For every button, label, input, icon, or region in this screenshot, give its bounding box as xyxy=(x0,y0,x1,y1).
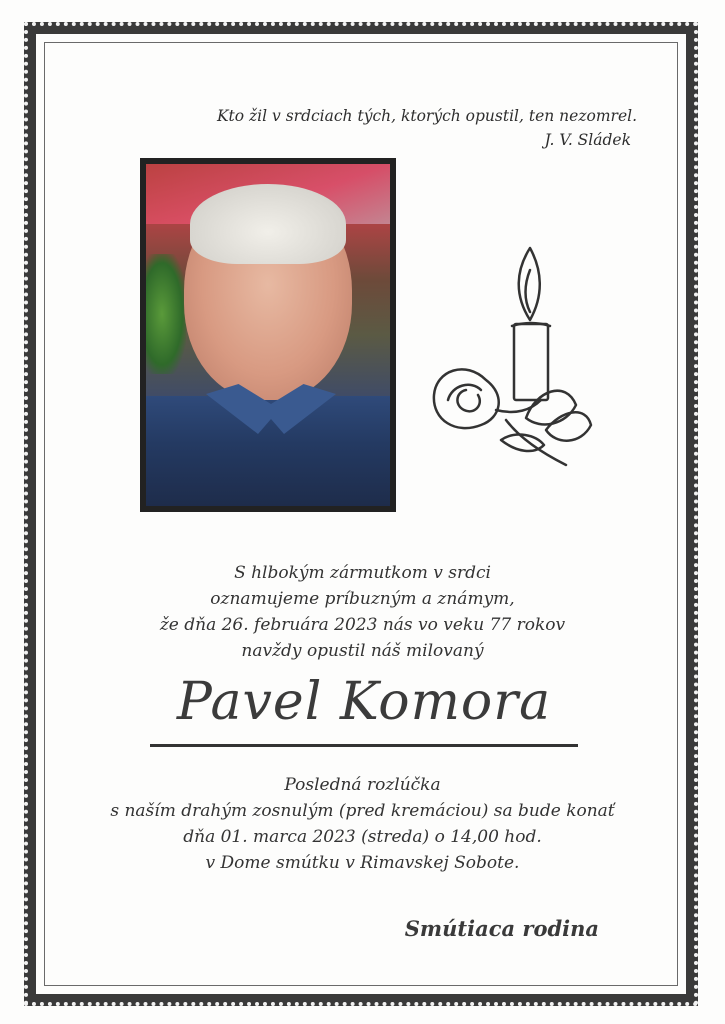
farewell-text xyxy=(0,772,725,876)
announcement-line: oznamujeme príbuzným a známym, xyxy=(210,589,515,609)
deceased-name: Pavel Komora xyxy=(176,672,552,732)
announcement-line: navždy opustil náš milovaný xyxy=(241,641,484,661)
announcement-text xyxy=(0,560,725,664)
portrait-photo-frame xyxy=(140,158,396,512)
candle-with-rose-icon xyxy=(426,240,596,470)
announcement-line: S hlbokým zármutkom v srdci xyxy=(234,563,491,583)
quote-author: J. V. Sládek xyxy=(544,131,631,149)
quote-text: Kto žil v srdciach tých, ktorých opustil, ten nezomrel. xyxy=(216,107,637,125)
farewell-line: v Dome smútku v Rimavskej Sobote. xyxy=(205,853,520,873)
farewell-line: dňa 01. marca 2023 (streda) o 14,00 hod. xyxy=(183,827,542,847)
portrait-photo xyxy=(146,164,390,506)
farewell-line: Posledná rozlúčka xyxy=(284,775,441,795)
signature: Smútiaca rodina xyxy=(404,916,599,941)
announcement-line: že dňa 26. februára 2023 nás vo veku 77 rokov xyxy=(159,615,566,635)
farewell-line: s naším drahým zosnulým (pred kremáciou) sa bude konať xyxy=(110,801,615,821)
name-underline xyxy=(150,744,578,747)
quote-block xyxy=(217,104,637,152)
